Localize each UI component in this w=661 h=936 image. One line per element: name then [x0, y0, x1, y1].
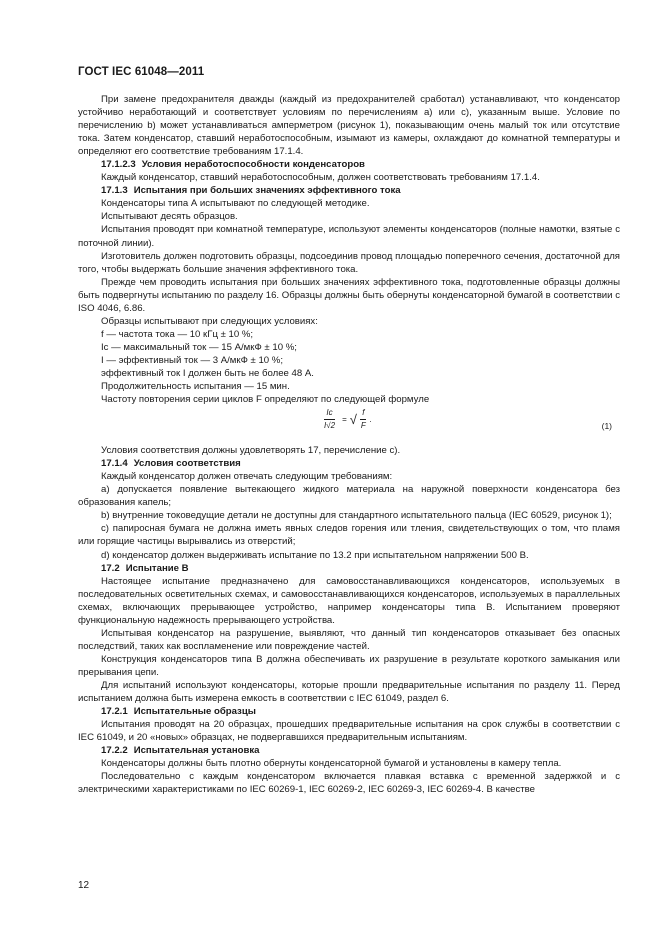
paragraph: Конденсаторы типа А испытывают по следующей методике. — [101, 198, 370, 210]
paragraph: Каждый конденсатор, ставший неработоспособным, должен соответствовать требованиям 17.1.4. — [101, 172, 540, 184]
condition-item: эффективный ток I должен быть не более 48 А. — [101, 367, 314, 379]
paragraph: Испытывая конденсатор на разрушение, выявляют, что данный тип конденсаторов отказывает без опасных последствий, таких как воспламенение или повреждение частей. — [78, 627, 620, 652]
section-number: 17.2.1 — [101, 706, 128, 718]
paragraph: Каждый конденсатор должен отвечать следующим требованиям: — [101, 471, 393, 483]
paragraph: Испытания проводят при комнатной температуре, используют элементы конденсаторов (полные намотки, взятые с поточной линии). — [78, 224, 620, 249]
paragraph: Испытания проводят на 20 образцах, прошедших предварительные испытания на срок службы в соответствии с IEC 61049, и 20 «новых» образцах, не подвергавшихся предварительным испытаниям. — [78, 719, 620, 744]
section-title: Испытания при больших значениях эффективного тока — [133, 185, 401, 197]
paragraph: Испытывают десять образцов. — [101, 211, 238, 223]
section-number: 17.1.2.3 — [101, 159, 136, 171]
paragraph: Конденсаторы должны быть плотно обернуты конденсаторной бумагой и установлены в камеру тепла. — [101, 758, 562, 770]
paragraph: Условия соответствия должны удовлетворять 17, перечисление с). — [101, 445, 401, 457]
section-number: 17.1.3 — [101, 185, 128, 197]
list-item: a) допускается появление вытекающего жидкого материала на наружной поверхности конденсатора без образования капель; — [78, 484, 620, 509]
condition-item: Ic — максимальный ток — 15 А/мкФ ± 10 %; — [101, 341, 297, 353]
root-symbol: √ — [349, 412, 357, 428]
page-number: 12 — [78, 880, 90, 891]
section-title: Испытание В — [125, 562, 189, 574]
section-title: Испытательные образцы — [133, 706, 256, 718]
formula-number: (1) — [601, 421, 612, 432]
section-heading — [78, 562, 620, 575]
formula-end: . — [369, 415, 372, 425]
formula-numerator: f — [360, 408, 366, 420]
paragraph: При замене предохранителя дважды (каждый из предохранителей сработал) устанавливают, что конденсатор устойчиво неработающий и соответствует условиям по перечислениям а) или с), указанным выше. Условие по перечислению b) может устанавливаться амперметром (рисунок 1), показывающим очень малый ток или отсутствие тока. Затем конденсатор, ставший неработоспособным, изымают из камеры, охлаждают до комнатной температуры и определяют его соответствие требованиям 17.1.4. — [78, 94, 620, 158]
condition-item: f — частота тока — 10 кГц ± 10 %; — [101, 328, 254, 340]
formula-fraction-left — [322, 408, 337, 431]
section-number: 17.2.2 — [101, 745, 128, 757]
paragraph: Настоящее испытание предназначено для самовосстанавливающихся конденсаторов, используемых в последовательных осветительных схемах, и самовосстанавливающихся конденсаторов, используемых в параллельных схемах, включающих прерывающее устройство, например конденсаторы типа В. Испытанием проверяют функциональную надежность прерывающего устройства. — [78, 575, 620, 626]
formula-denominator: F — [360, 421, 366, 431]
formula-numerator: Ic — [324, 408, 334, 420]
section-number: 17.1.4 — [101, 458, 128, 470]
formula — [78, 406, 620, 444]
section-number: 17.2 — [101, 562, 120, 574]
formula-fraction-right — [359, 408, 368, 431]
paragraph: Продолжительность испытания — 15 мин. — [101, 381, 290, 393]
formula-expression — [320, 408, 372, 431]
formula-root — [350, 408, 370, 431]
list-item: c) папиросная бумага не должна иметь явных следов горения или тления, свидетельствующих о том, что пламя или горящие частицы вырывались из отверстий; — [78, 523, 620, 548]
section-title: Условия неработоспособности конденсаторов — [141, 159, 365, 171]
paragraph: Конструкция конденсаторов типа В должна обеспечивать их разрушение в результате короткого замыкания или прерывания цепи. — [78, 653, 620, 678]
formula-equals: = — [342, 415, 347, 425]
section-heading — [78, 158, 620, 171]
section-heading — [78, 705, 620, 718]
document-body — [78, 93, 620, 796]
paragraph: Частоту повторения серии циклов F определяют по следующей формуле — [101, 394, 430, 406]
section-heading — [78, 744, 620, 757]
paragraph: Для испытаний используют конденсаторы, которые прошли предварительные испытания по разделу 11. Перед испытанием должна быть измерена емкость в соответствии с IEC 61049, раздел 6. — [78, 679, 620, 705]
formula-denominator: I√2 — [324, 421, 336, 431]
paragraph: Прежде чем проводить испытания при больших значениях эффективного тока, подготовленные образцы должны быть подвергнуты испытанию по разделу 16. Образцы должны быть обернуты конденсаторной бумагой в соответствии с ISO 4046, 6.86. — [78, 276, 620, 314]
section-title: Условия соответствия — [133, 458, 241, 470]
document-header: ГОСТ IEC 61048—2011 — [78, 66, 205, 78]
list-item: b) внутренние токоведущие детали не доступны для стандартного испытательного пальца (IEC 60529, рисунок 1); — [101, 510, 612, 522]
condition-item: I — эффективный ток — 3 А/мкФ ± 10 %; — [101, 354, 284, 366]
section-title: Испытательная установка — [133, 745, 260, 757]
section-heading — [78, 457, 620, 470]
paragraph: Изготовитель должен подготовить образцы, подсоединив провод площадью поперечного сечения, достаточной для того, чтобы выдержать большие значения эффективного тока. — [78, 250, 620, 275]
paragraph: Образцы испытывают при следующих условиях: — [101, 315, 318, 327]
paragraph: Последовательно с каждым конденсатором включается плавкая вставка с временной задержкой и с электрическими характеристиками по IEC 60269-1, IEC 60269-2, IEC 60269-3, IEC 60269-4. В качестве — [78, 771, 620, 796]
section-heading — [78, 184, 620, 197]
list-item: d) конденсатор должен выдерживать испытание по 13.2 при испытательном напряжении 500 В. — [101, 549, 529, 561]
